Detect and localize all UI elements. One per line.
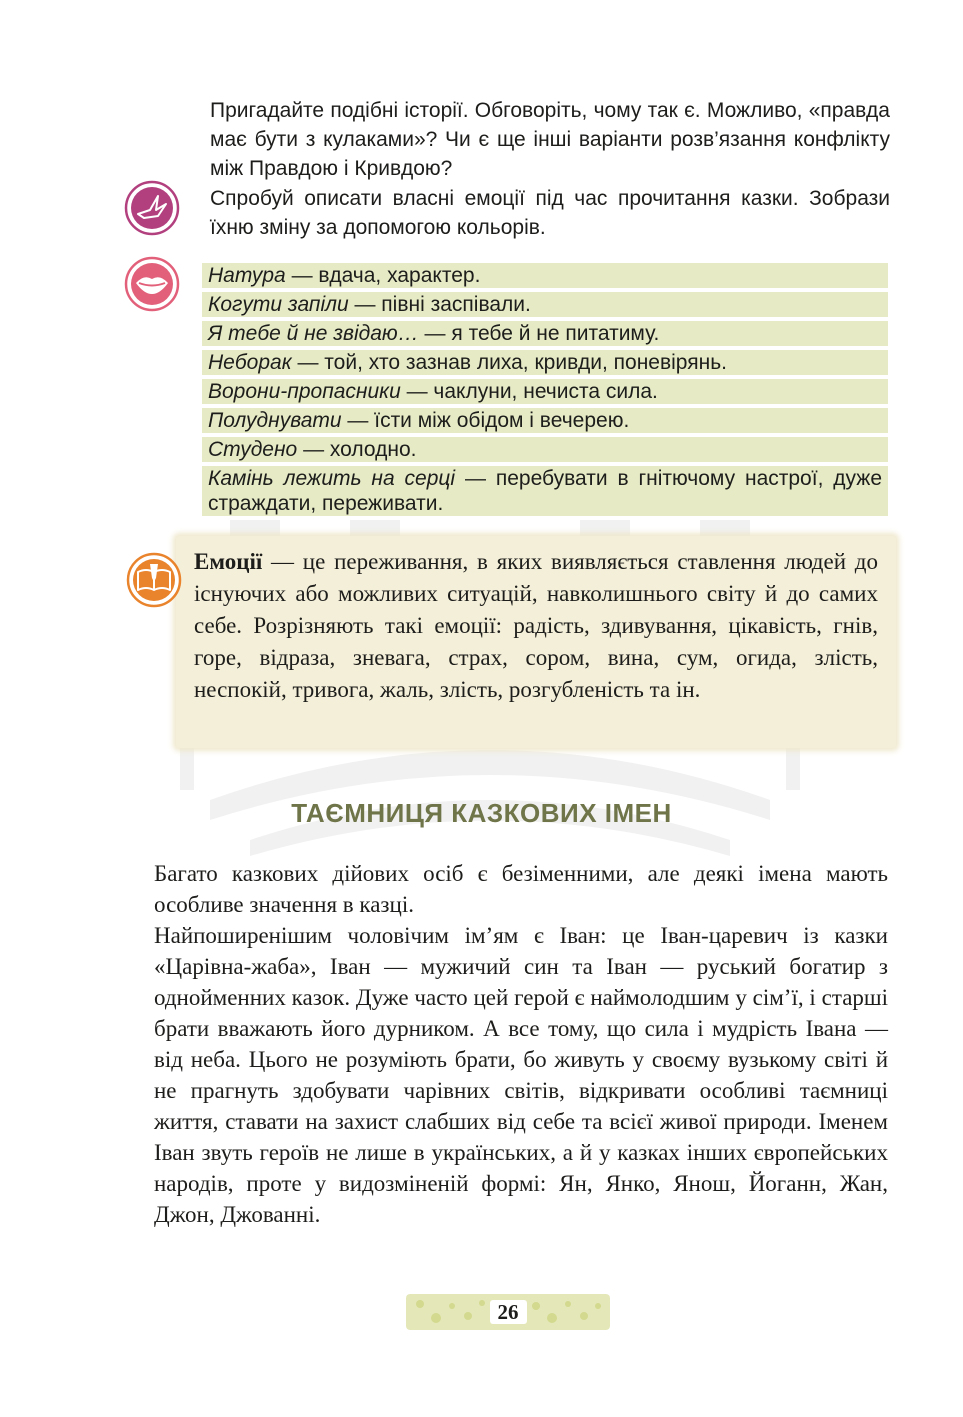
glossary-item: Когути запіли — півні заспівали. <box>202 292 888 317</box>
glossary-list <box>202 263 888 520</box>
glossary-item: Ворони-пропасники — чаклуни, нечиста сила. <box>202 379 888 404</box>
body-paragraph: Найпоширенішим чоловічим ім’ям є Іван: це Іван-царевич із казки «Царівна-жаба», Іван — мужичий син та Іван — руський богатир з однойменних казок. Дуже часто цей герой є наймолодшим у сім’ї, і старші брати вважають його дурником. А все тому, що сила і мудрість Івана — від неба. Цього не розуміють брати, бо живуть у своєму вузькому світі й не прагнуть здобувати чарівних світів, відкривати особливі таємниці життя, ставати на захист слабших від себе та всієї живої природи. Іменем Іван звуть героїв не лише в українських, а й у казках інших європейських народів, проте у видозміненій формі: Ян, Янко, Янош, Йоганн, Жан, Джон, Джованні. <box>154 923 888 1227</box>
task-paragraph: Спробуй описати власні емоції під час прочитання казки. Зобрази їхню зміну за допомогою кольорів. <box>210 187 890 239</box>
glossary-item: Студено — холодно. <box>202 437 888 462</box>
glossary-item: Полуднувати — їсти між обідом і вечерею. <box>202 408 888 433</box>
definition-term: Емоції <box>194 549 263 574</box>
glossary-item: Я тебе й не звідаю… — я тебе й не питатиму. <box>202 321 888 346</box>
body-paragraph: Багато казкових дійових осіб є безіменними, але деякі імена мають особливе значення в казці. <box>154 861 888 917</box>
page-number: 26 <box>406 1294 610 1330</box>
section-heading: ТАЄМНИЦЯ КАЗКОВИХ ІМЕН <box>291 798 672 828</box>
glossary-item: Камінь лежить на серці — перебувати в гнітючому настрої, дуже страждати, переживати. <box>202 466 888 516</box>
definition-text <box>194 546 878 706</box>
definition-body: — це переживання, в яких виявляється ставлення людей до існуючих або можливих ситуацій, навколишнього світу й до самих себе. Розрізняють такі емоції: радість, здивування, цікавість, гнів, горе, відраза, зневага, страх, сором, вина, сум, огида, злість, неспокій, тривога, жаль, злість, розгубленість та ін. <box>194 549 878 702</box>
paper-crane-icon <box>124 180 180 236</box>
book-pen-icon <box>126 552 182 608</box>
body-text <box>154 858 888 1230</box>
intro-paragraph: Пригадайте подібні історії. Обговоріть, чому так є. Можливо, «правда має бути з кулаками»? Чи є ще інші варіанти розв’язання конфлікту між Правдою і Кривдою? <box>210 99 890 180</box>
lips-icon <box>124 256 180 312</box>
glossary-item: Натура — вдача, характер. <box>202 263 888 288</box>
glossary-item: Неборак — той, хто зазнав лиха, кривди, поневірянь. <box>202 350 888 375</box>
